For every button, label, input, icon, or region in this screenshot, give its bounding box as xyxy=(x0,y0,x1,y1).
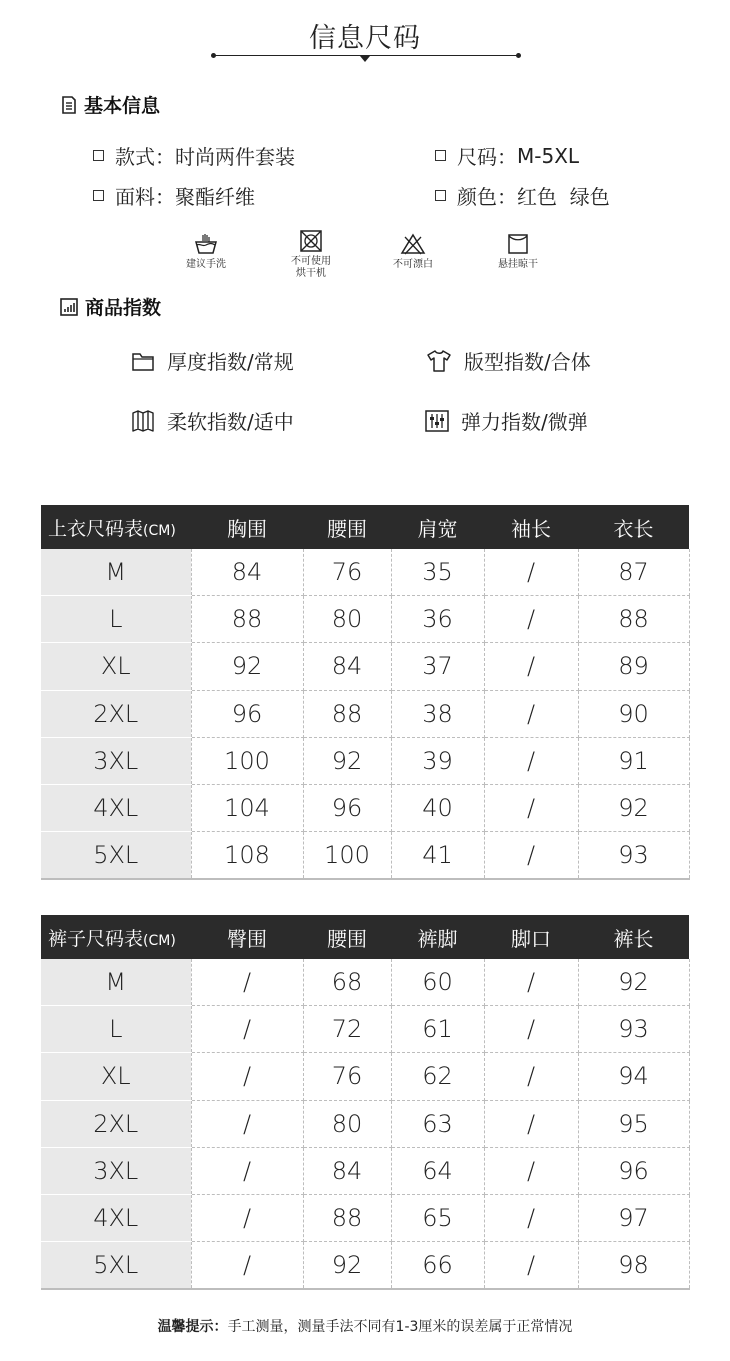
measurement-cell: 92 xyxy=(303,1242,391,1290)
measurement-cell: 104 xyxy=(191,784,303,831)
size-cell: 4XL xyxy=(41,784,191,831)
measurement-cell: 100 xyxy=(303,832,391,880)
measurement-cell: / xyxy=(484,549,578,596)
measurement-cell: 88 xyxy=(303,1194,391,1241)
care-no-tumble-dry xyxy=(266,229,356,280)
book-icon xyxy=(131,409,155,433)
measurement-cell: 87 xyxy=(578,549,689,596)
size-cell: L xyxy=(41,1006,191,1053)
measurement-cell: 60 xyxy=(391,959,484,1006)
attr-key: 尺码： xyxy=(457,145,517,169)
measurement-cell: 93 xyxy=(578,832,689,880)
measurement-cell: / xyxy=(484,1147,578,1194)
measurement-cell: / xyxy=(484,959,578,1006)
measurement-cell: 95 xyxy=(578,1100,689,1147)
column-header: 衣长 xyxy=(578,505,689,549)
table-row xyxy=(41,1053,689,1100)
care-label: 不可漂白 xyxy=(393,259,433,270)
measurement-cell: 92 xyxy=(578,784,689,831)
column-header: 裤脚 xyxy=(391,915,484,959)
measurement-cell: 37 xyxy=(391,643,484,690)
measurement-cell: / xyxy=(484,1100,578,1147)
measurement-cell: 84 xyxy=(303,1147,391,1194)
measurement-cell: 93 xyxy=(578,1006,689,1053)
measurement-cell: 64 xyxy=(391,1147,484,1194)
measurement-cell: / xyxy=(191,1242,303,1290)
measurement-cell: 108 xyxy=(191,832,303,880)
measurement-cell: 41 xyxy=(391,832,484,880)
indices-heading xyxy=(60,293,161,320)
measurement-cell: 96 xyxy=(303,784,391,831)
measurement-cell: 97 xyxy=(578,1194,689,1241)
size-cell: 3XL xyxy=(41,737,191,784)
care-label: 建议手洗 xyxy=(186,259,226,270)
measurement-cell: / xyxy=(191,1006,303,1053)
checkbox-icon xyxy=(435,150,446,161)
column-header: 腰围 xyxy=(303,505,391,549)
index-label: 厚度指数/常规 xyxy=(167,350,294,374)
attr-key: 颜色： xyxy=(457,185,517,209)
size-cell: XL xyxy=(41,643,191,690)
divider-dot xyxy=(211,53,216,58)
table-row xyxy=(41,959,689,1006)
size-cell: L xyxy=(41,596,191,643)
measurement-cell: 76 xyxy=(303,1053,391,1100)
checkbox-icon xyxy=(435,190,446,201)
index-fit xyxy=(426,346,591,375)
index-label: 弹力指数/微弹 xyxy=(461,410,588,434)
measurement-cell: / xyxy=(484,596,578,643)
measurement-cell: / xyxy=(191,1053,303,1100)
size-cell: 3XL xyxy=(41,1147,191,1194)
measurement-cell: / xyxy=(484,643,578,690)
index-label: 版型指数/合体 xyxy=(464,350,591,374)
indices-label: 商品指数 xyxy=(85,297,162,319)
care-label: 悬挂晾干 xyxy=(498,259,538,270)
measurement-cell: 94 xyxy=(578,1053,689,1100)
measurement-cell: 98 xyxy=(578,1242,689,1290)
size-cell: 2XL xyxy=(41,690,191,737)
attr-size xyxy=(435,141,579,170)
care-hand-wash xyxy=(161,232,251,271)
measurement-cell: / xyxy=(484,690,578,737)
no-tumble-dry-icon xyxy=(299,229,323,253)
divider-caret-icon xyxy=(360,56,370,62)
attr-value: 聚酯纤维 xyxy=(175,185,255,209)
basic-info-label: 基本信息 xyxy=(84,95,161,117)
measurement-cell: / xyxy=(191,1100,303,1147)
measurement-cell: 96 xyxy=(191,690,303,737)
table-row xyxy=(41,690,689,737)
measurement-cell: / xyxy=(484,784,578,831)
measurement-cell: 84 xyxy=(303,643,391,690)
table-row xyxy=(41,1006,689,1053)
measurement-cell: / xyxy=(191,1194,303,1241)
divider-dot xyxy=(516,53,521,58)
attr-value: 时尚两件套装 xyxy=(175,145,295,169)
measurement-cell: 35 xyxy=(391,549,484,596)
attr-fabric xyxy=(93,181,255,210)
measurement-cell: 62 xyxy=(391,1053,484,1100)
size-cell: 5XL xyxy=(41,832,191,880)
size-cell: M xyxy=(41,549,191,596)
measurement-cell: 88 xyxy=(303,690,391,737)
measurement-cell: 80 xyxy=(303,1100,391,1147)
size-cell: 5XL xyxy=(41,1242,191,1290)
document-icon xyxy=(61,96,77,114)
measurement-cell: / xyxy=(484,1006,578,1053)
measurement-cell: 80 xyxy=(303,596,391,643)
care-label-line2: 烘干机 xyxy=(296,268,326,279)
table-header-row xyxy=(41,505,689,549)
attr-key: 款式： xyxy=(115,145,175,169)
tip-label: 温馨提示： xyxy=(157,1319,228,1335)
measurement-cell: 91 xyxy=(578,737,689,784)
tip-text: 手工测量，测量手法不同有1-3厘米的误差属于正常情况 xyxy=(227,1319,573,1335)
measurement-cell: 61 xyxy=(391,1006,484,1053)
table-row xyxy=(41,832,689,880)
care-label: 不可使用 xyxy=(291,256,331,267)
page-title: 信息尺码 xyxy=(309,23,421,54)
table-row xyxy=(41,1100,689,1147)
care-hang-dry xyxy=(473,232,563,271)
size-cell: XL xyxy=(41,1053,191,1100)
column-header: 脚口 xyxy=(484,915,578,959)
bar-chart-icon xyxy=(60,298,78,316)
column-header: 臀围 xyxy=(191,915,303,959)
pants-size-table xyxy=(41,915,690,1290)
attr-value: 红色 绿色 xyxy=(517,185,610,209)
table-row xyxy=(41,1242,689,1290)
hand-wash-icon xyxy=(193,232,219,256)
measurement-cell: 63 xyxy=(391,1100,484,1147)
index-thickness xyxy=(131,346,294,375)
measurement-cell: 40 xyxy=(391,784,484,831)
index-softness xyxy=(131,406,294,435)
measurement-cell: 88 xyxy=(191,596,303,643)
measurement-cell: 76 xyxy=(303,549,391,596)
measurement-cell: / xyxy=(191,1147,303,1194)
measurement-cell: / xyxy=(484,1242,578,1290)
measurement-cell: 96 xyxy=(578,1147,689,1194)
attr-value: M-5XL xyxy=(517,143,580,168)
measurement-tip xyxy=(0,1316,730,1336)
measurement-cell: 92 xyxy=(191,643,303,690)
table-title: 裤子尺码表(CM) xyxy=(41,915,191,959)
checkbox-icon xyxy=(93,150,104,161)
checkbox-icon xyxy=(93,190,104,201)
measurement-cell: 65 xyxy=(391,1194,484,1241)
table-row xyxy=(41,1147,689,1194)
column-header: 肩宽 xyxy=(391,505,484,549)
table-row xyxy=(41,737,689,784)
sliders-icon xyxy=(425,409,449,433)
index-elasticity xyxy=(425,406,588,435)
table-header-row xyxy=(41,915,689,959)
tshirt-icon xyxy=(426,349,452,373)
measurement-cell: 89 xyxy=(578,643,689,690)
table-title: 上衣尺码表(CM) xyxy=(41,505,191,549)
size-cell: M xyxy=(41,959,191,1006)
size-cell: 2XL xyxy=(41,1100,191,1147)
measurement-cell: 88 xyxy=(578,596,689,643)
measurement-cell: 66 xyxy=(391,1242,484,1290)
attr-style xyxy=(93,141,295,170)
table-row xyxy=(41,549,689,596)
measurement-cell: 39 xyxy=(391,737,484,784)
measurement-cell: / xyxy=(484,1053,578,1100)
column-header: 胸围 xyxy=(191,505,303,549)
attr-key: 面料： xyxy=(115,185,175,209)
measurement-cell: 90 xyxy=(578,690,689,737)
measurement-cell: / xyxy=(191,959,303,1006)
table-row xyxy=(41,784,689,831)
top-size-table xyxy=(41,505,690,880)
column-header: 裤长 xyxy=(578,915,689,959)
care-no-bleach xyxy=(368,232,458,271)
measurement-cell: 68 xyxy=(303,959,391,1006)
measurement-cell: 38 xyxy=(391,690,484,737)
table-row xyxy=(41,596,689,643)
table-row xyxy=(41,643,689,690)
no-bleach-icon xyxy=(400,232,426,256)
table-row xyxy=(41,1194,689,1241)
measurement-cell: 92 xyxy=(578,959,689,1006)
attr-color xyxy=(435,181,610,210)
basic-info-heading xyxy=(61,91,160,118)
size-cell: 4XL xyxy=(41,1194,191,1241)
column-header: 袖长 xyxy=(484,505,578,549)
index-label: 柔软指数/适中 xyxy=(167,410,294,434)
hang-dry-icon xyxy=(506,232,530,256)
measurement-cell: 100 xyxy=(191,737,303,784)
folder-icon xyxy=(131,350,155,372)
measurement-cell: / xyxy=(484,832,578,880)
measurement-cell: / xyxy=(484,1194,578,1241)
measurement-cell: / xyxy=(484,737,578,784)
measurement-cell: 92 xyxy=(303,737,391,784)
measurement-cell: 72 xyxy=(303,1006,391,1053)
column-header: 腰围 xyxy=(303,915,391,959)
measurement-cell: 36 xyxy=(391,596,484,643)
measurement-cell: 84 xyxy=(191,549,303,596)
